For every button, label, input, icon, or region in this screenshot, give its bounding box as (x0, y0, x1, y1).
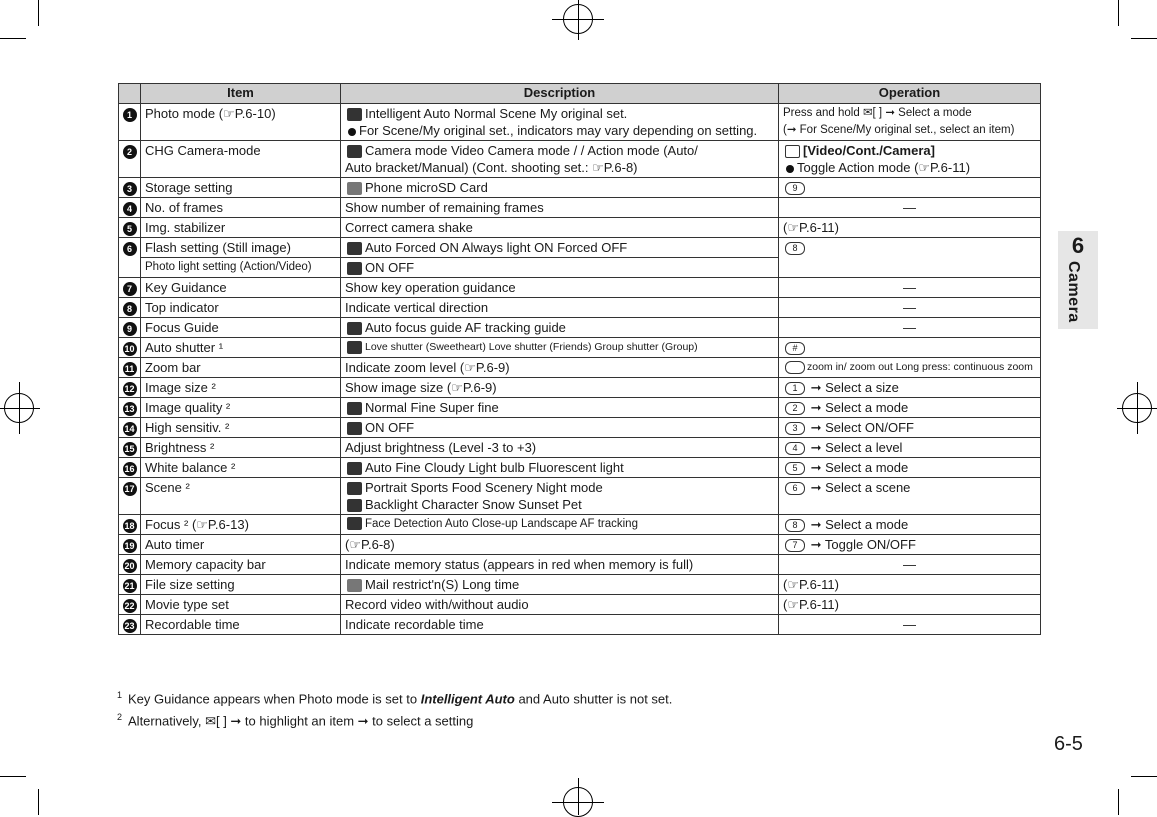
item-cell: Key Guidance (141, 278, 341, 298)
operation-cell: — (779, 615, 1041, 635)
item-cell: Auto shutter ¹ (141, 338, 341, 358)
camera-key-icon (785, 145, 800, 158)
table-row (119, 575, 1041, 595)
table-row (119, 515, 1041, 535)
table-row (119, 535, 1041, 555)
key-1-icon: 1 (785, 382, 805, 395)
table-row (119, 178, 1041, 198)
row-number: 15 (124, 444, 135, 454)
mode-icon (347, 108, 362, 121)
crop-mark (1131, 38, 1157, 39)
header-num (119, 84, 141, 104)
table-row (119, 478, 1041, 515)
operation-cell: — (779, 555, 1041, 575)
item-cell: Photo light setting (Action/Video) (141, 258, 341, 278)
description-cell: Indicate vertical direction (341, 298, 779, 318)
camera-indicator-table (118, 83, 1041, 635)
crop-mark (1118, 789, 1119, 815)
shutter-icon (347, 341, 362, 354)
description-cell: Record video with/without audio (341, 595, 779, 615)
operation-cell: 7 ➞ Toggle ON/OFF (779, 535, 1041, 555)
row-number: 4 (123, 202, 137, 216)
description-cell: Face Detection Auto Close-up Landscape AF tracking (341, 515, 779, 535)
storage-icon (347, 182, 362, 195)
operation-cell: (☞P.6-11) (779, 595, 1041, 615)
description-cell: Intelligent Auto Normal Scene My original set. For Scene/My original set., indicators may vary depending on setting. (341, 104, 779, 141)
focus-guide-icon (347, 322, 362, 335)
row-number: 18 (124, 521, 135, 531)
key-4-icon: 4 (785, 442, 805, 455)
operation-cell: (☞P.6-11) (779, 575, 1041, 595)
item-cell: Auto timer (141, 535, 341, 555)
item-cell: No. of frames (141, 198, 341, 218)
item-cell: High sensitiv. ² (141, 418, 341, 438)
operation-cell (779, 238, 1041, 278)
registration-mark (1137, 382, 1138, 434)
row-number: 9 (123, 322, 137, 336)
row-number: 17 (124, 484, 135, 494)
row-number: 8 (123, 302, 137, 316)
item-cell: Flash setting (Still image) (141, 238, 341, 258)
item-cell: Focus Guide (141, 318, 341, 338)
item-cell: Recordable time (141, 615, 341, 635)
nav-key-icon (785, 361, 805, 374)
table-row (119, 398, 1041, 418)
description-cell: Portrait Sports Food Scenery Night mode Backlight Character Snow Sunset Pet (341, 478, 779, 515)
operation-cell: 2 ➞ Select a mode (779, 398, 1041, 418)
registration-mark (19, 382, 20, 434)
operation-cell: — (779, 318, 1041, 338)
operation-cell: — (779, 278, 1041, 298)
row-number: 16 (124, 464, 135, 474)
operation-cell: 3 ➞ Select ON/OFF (779, 418, 1041, 438)
item-cell: Img. stabilizer (141, 218, 341, 238)
crop-mark (38, 0, 39, 26)
item-cell: Zoom bar (141, 358, 341, 378)
registration-mark (0, 408, 40, 409)
row-number: 7 (123, 282, 137, 296)
row-number: 10 (124, 344, 135, 354)
key-5-icon: 5 (785, 462, 805, 475)
table-row (119, 555, 1041, 575)
item-cell: Scene ² (141, 478, 341, 515)
item-cell: Brightness ² (141, 438, 341, 458)
scene-icon (347, 482, 362, 495)
key-8-icon: 8 (785, 519, 805, 532)
white-balance-icon (347, 462, 362, 475)
description-cell: Indicate recordable time (341, 615, 779, 635)
quality-icon (347, 402, 362, 415)
table-row (119, 298, 1041, 318)
item-cell: Focus ² (☞P.6-13) (141, 515, 341, 535)
chapter-title: Camera (1065, 261, 1082, 323)
operation-cell: zoom in/ zoom out Long press: continuous zoom (779, 358, 1041, 378)
item-cell: Movie type set (141, 595, 341, 615)
table-row (119, 338, 1041, 358)
mail-icon (347, 579, 362, 592)
crop-mark (1118, 0, 1119, 26)
table-row (119, 418, 1041, 438)
description-cell: Adjust brightness (Level -3 to +3) (341, 438, 779, 458)
operation-cell: — (779, 298, 1041, 318)
operation-cell: — (779, 198, 1041, 218)
chapter-number: 6 (1071, 233, 1085, 258)
crop-mark (0, 38, 26, 39)
focus-icon (347, 517, 362, 530)
description-cell: ON OFF (341, 258, 779, 278)
table-row (119, 278, 1041, 298)
footnote-2: $^2$ Alternatively, ✉[ ] ➞ to highlight an item ➞ to select a setting (117, 712, 474, 729)
row-number: 6 (123, 242, 137, 256)
description-cell: Correct camera shake (341, 218, 779, 238)
key-6-icon: 6 (785, 482, 805, 495)
registration-mark (578, 778, 579, 815)
description-cell: Normal Fine Super fine (341, 398, 779, 418)
flash-icon (347, 242, 362, 255)
key-9-icon: 9 (785, 182, 805, 195)
table-header-row (119, 84, 1041, 104)
row-number: 19 (124, 541, 135, 551)
item-cell: File size setting (141, 575, 341, 595)
row-number: 20 (124, 561, 135, 571)
description-cell: Indicate zoom level (☞P.6-9) (341, 358, 779, 378)
sensitivity-icon (347, 422, 362, 435)
page-number: 6-5 (1054, 733, 1083, 755)
crop-mark (0, 776, 26, 777)
description-cell: Show number of remaining frames (341, 198, 779, 218)
description-cell: Indicate memory status (appears in red when memory is full) (341, 555, 779, 575)
crop-mark (1131, 776, 1157, 777)
scene-icon (347, 499, 362, 512)
header-operation: Operation (779, 84, 1041, 104)
key-hash-icon: # (785, 342, 805, 355)
operation-cell: 6 ➞ Select a scene (779, 478, 1041, 515)
operation-cell (779, 178, 1041, 198)
row-number: 3 (123, 182, 137, 196)
item-cell: White balance ² (141, 458, 341, 478)
bullet-icon (786, 165, 794, 173)
key-3-icon: 3 (785, 422, 805, 435)
header-item: Item (141, 84, 341, 104)
camera-icon (347, 145, 362, 158)
operation-cell: 4 ➞ Select a level (779, 438, 1041, 458)
light-icon (347, 262, 362, 275)
row-number: 14 (124, 424, 135, 434)
row-number: 22 (124, 601, 135, 611)
operation-cell: Press and hold ✉[ ] ➞ Select a mode (➞ For Scene/My original set., select an item) (779, 104, 1041, 141)
table-row (119, 615, 1041, 635)
description-cell: Camera mode Video Camera mode / / Action mode (Auto/ Auto bracket/Manual) (Cont. shooting set.: ☞P.6-8) (341, 141, 779, 178)
table-row (119, 358, 1041, 378)
item-cell: CHG Camera-mode (141, 141, 341, 178)
row-number: 11 (123, 362, 137, 376)
description-cell: Auto Forced ON Always light ON Forced OFF (341, 238, 779, 258)
table-row (119, 438, 1041, 458)
operation-cell: 1 ➞ Select a size (779, 378, 1041, 398)
operation-cell: 5 ➞ Select a mode (779, 458, 1041, 478)
footnote-1: $^1$ Key Guidance appears when Photo mode is set to Intelligent Auto and Auto shutter is not set. (117, 690, 673, 707)
table-row (119, 141, 1041, 178)
item-cell: Image quality ² (141, 398, 341, 418)
description-cell: Mail restrict'n(S) Long time (341, 575, 779, 595)
registration-mark (578, 0, 579, 40)
operation-cell: (☞P.6-11) (779, 218, 1041, 238)
item-cell: Top indicator (141, 298, 341, 318)
table-row (119, 378, 1041, 398)
row-number: 5 (123, 222, 137, 236)
row-number: 12 (124, 384, 135, 394)
chapter-tab (1058, 231, 1098, 329)
table-row (119, 318, 1041, 338)
key-7-icon: 7 (785, 539, 805, 552)
table-row (119, 458, 1041, 478)
description-cell: Auto Fine Cloudy Light bulb Fluorescent light (341, 458, 779, 478)
description-cell: Auto focus guide AF tracking guide (341, 318, 779, 338)
row-number: 13 (124, 404, 135, 414)
key-2-icon: 2 (785, 402, 805, 415)
description-cell: Show image size (☞P.6-9) (341, 378, 779, 398)
key-8-icon: 8 (785, 242, 805, 255)
bullet-icon (348, 128, 356, 136)
header-description: Description (341, 84, 779, 104)
table-row (119, 595, 1041, 615)
operation-cell: 8 ➞ Select a mode (779, 515, 1041, 535)
row-number: 21 (124, 581, 135, 591)
table-row (119, 218, 1041, 238)
item-cell: Memory capacity bar (141, 555, 341, 575)
item-cell: Photo mode (☞P.6-10) (141, 104, 341, 141)
operation-cell: [Video/Cont./Camera] Toggle Action mode (☞P.6-11) (779, 141, 1041, 178)
description-cell: ON OFF (341, 418, 779, 438)
description-cell: Phone microSD Card (341, 178, 779, 198)
table-row (119, 198, 1041, 218)
item-cell: Storage setting (141, 178, 341, 198)
row-number: 23 (124, 621, 135, 631)
crop-mark (38, 789, 39, 815)
item-cell: Image size ² (141, 378, 341, 398)
description-cell: Show key operation guidance (341, 278, 779, 298)
row-number: 1 (123, 108, 137, 122)
row-number: 2 (123, 145, 137, 159)
description-cell: (☞P.6-8) (341, 535, 779, 555)
operation-cell (779, 338, 1041, 358)
description-cell: Love shutter (Sweetheart) Love shutter (Friends) Group shutter (Group) (341, 338, 779, 358)
table-row (119, 104, 1041, 141)
table-row (119, 238, 1041, 258)
